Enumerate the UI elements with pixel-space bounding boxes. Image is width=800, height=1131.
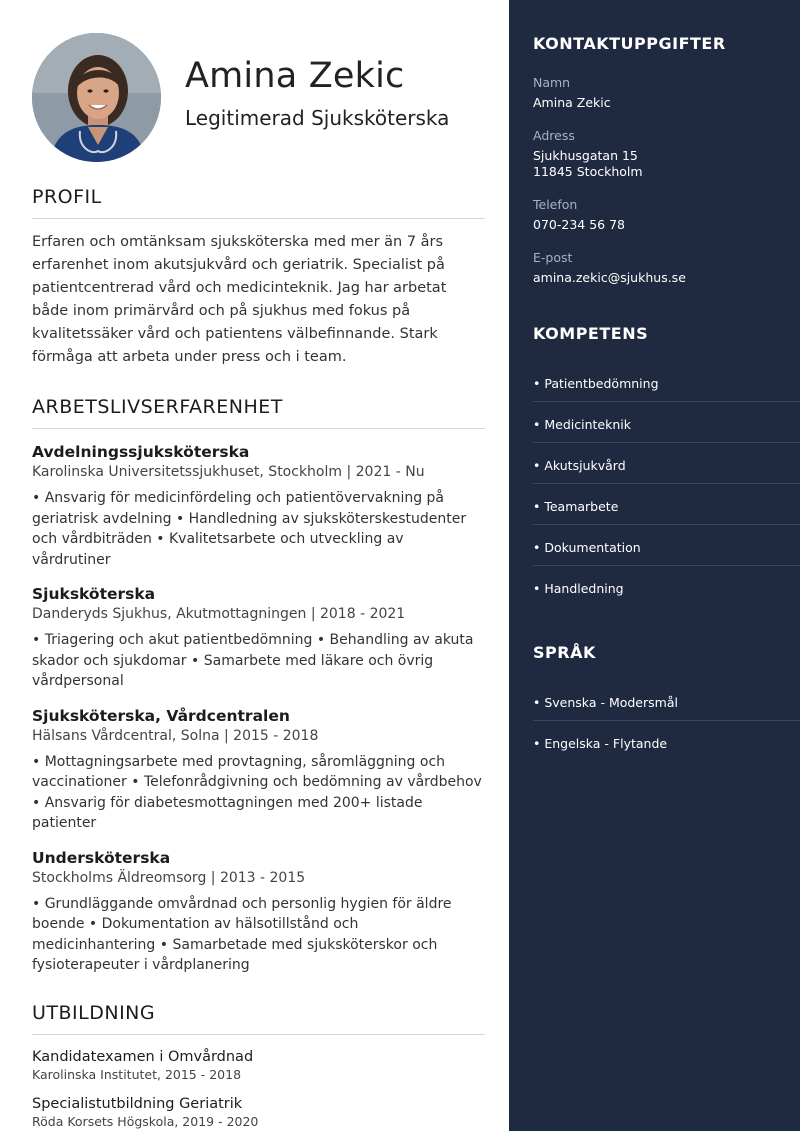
job-description: • Ansvarig för medicinfördeling och patientövervakning på geriatrisk avdelning • Handledning av sjuksköterskestudenter och vårdbiträden • Kvalitetsarbete och utveckling av vårdrutiner bbox=[32, 490, 467, 568]
job-title: Undersköterska bbox=[32, 848, 171, 867]
contact-email-label: E-post bbox=[533, 250, 573, 265]
skill-item: • Handledning bbox=[533, 581, 624, 596]
avatar bbox=[32, 33, 161, 162]
contact-phone-value: 070-234 56 78 bbox=[533, 217, 625, 232]
education-section bbox=[32, 1002, 485, 1129]
education-title: Specialistutbildning Geriatrik bbox=[32, 1095, 243, 1112]
contact-heading: KONTAKTUPPGIFTER bbox=[533, 34, 726, 53]
experience-section bbox=[32, 396, 485, 976]
education-entry bbox=[32, 1096, 485, 1129]
skills-list bbox=[533, 361, 800, 607]
skills-section bbox=[533, 324, 800, 607]
education-title: Kandidatexamen i Omvårdnad bbox=[32, 1048, 254, 1065]
education-entry bbox=[32, 1049, 485, 1082]
portrait-photo bbox=[32, 33, 161, 162]
skill-item: • Patientbedömning bbox=[533, 361, 800, 402]
languages-section bbox=[533, 643, 800, 762]
contact-section bbox=[533, 34, 800, 286]
job-title: Sjuksköterska bbox=[32, 585, 156, 603]
education-meta: Karolinska Institutet, 2015 - 2018 bbox=[32, 1066, 242, 1082]
job-entry bbox=[32, 443, 485, 570]
languages-heading: SPRÅK bbox=[533, 643, 596, 662]
job-description: • Triagering och akut patientbedömning • Behandling av akuta skador och sjukdomar • Samarbete med läkare och övrig vårdpersonal bbox=[32, 632, 474, 689]
candidate-name: Amina Zekic bbox=[185, 56, 405, 96]
job-meta: Danderyds Sjukhus, Akutmottagningen | 2018 - 2021 bbox=[32, 606, 406, 622]
resume-header bbox=[32, 32, 485, 162]
skill-item: • Teamarbete bbox=[533, 484, 800, 525]
job-entry bbox=[32, 585, 485, 692]
profile-text: Erfaren och omtänksam sjuksköterska med mer än 7 års erfarenhet inom akutsjukvård och geriatrik. Specialist på patientcentrerad vård och medicinteknik. Jag har arbetat både inom primärvård och på sjukhus med fokus på kvalitetssäker vård och patientens välbefinnande. Stark förmåga att arbeta under press och i team. bbox=[32, 234, 447, 365]
contact-name-label: Namn bbox=[533, 75, 571, 90]
profile-section bbox=[32, 186, 485, 369]
contact-email-value: amina.zekic@sjukhus.se bbox=[533, 270, 686, 285]
job-description: • Mottagningsarbete med provtagning, såromläggning och vaccinationer • Telefonrådgivning och bedömning av vårdbehov • Ansvarig för diabetesmottagningen med 200+ listade patienter bbox=[32, 753, 482, 831]
contact-name-value: Amina Zekic bbox=[533, 95, 611, 110]
name-block bbox=[185, 56, 449, 130]
education-heading: UTBILDNING bbox=[32, 1002, 485, 1035]
job-description: • Grundläggande omvårdnad och personlig hygien för äldre boende • Dokumentation av hälsotillstånd och medicinhantering • Samarbetade med sjuksköterskor och fysioterapeuter i vårdplanering bbox=[32, 895, 452, 973]
skills-heading: KOMPETENS bbox=[533, 324, 649, 343]
job-title: Sjuksköterska, Vårdcentralen bbox=[32, 706, 290, 725]
contact-address-line2: 11845 Stockholm bbox=[533, 164, 643, 179]
sidebar bbox=[509, 0, 800, 1131]
language-item: • Svenska - Modersmål bbox=[533, 680, 800, 721]
job-meta: Stockholms Äldreomsorg | 2013 - 2015 bbox=[32, 869, 306, 886]
job-title: Avdelningssjuksköterska bbox=[32, 443, 250, 461]
skill-item: • Akutsjukvård bbox=[533, 443, 800, 484]
job-meta: Hälsans Vårdcentral, Solna | 2015 - 2018 bbox=[32, 727, 319, 744]
contact-address-line1: Sjukhusgatan 15 bbox=[533, 148, 638, 163]
candidate-title: Legitimerad Sjuksköterska bbox=[185, 106, 450, 130]
job-entry bbox=[32, 849, 485, 976]
language-item: • Engelska - Flytande bbox=[533, 736, 668, 751]
job-meta: Karolinska Universitetssjukhuset, Stockholm | 2021 - Nu bbox=[32, 464, 425, 480]
education-meta: Röda Korsets Högskola, 2019 - 2020 bbox=[32, 1113, 259, 1129]
contact-address-label: Adress bbox=[533, 128, 575, 143]
profile-heading: PROFIL bbox=[32, 186, 485, 219]
job-entry bbox=[32, 707, 485, 834]
skill-item: • Medicinteknik bbox=[533, 402, 800, 443]
skill-item: • Dokumentation bbox=[533, 525, 800, 566]
languages-list bbox=[533, 680, 800, 762]
experience-heading: ARBETSLIVSERFARENHET bbox=[32, 396, 485, 429]
contact-phone-label: Telefon bbox=[533, 197, 578, 212]
